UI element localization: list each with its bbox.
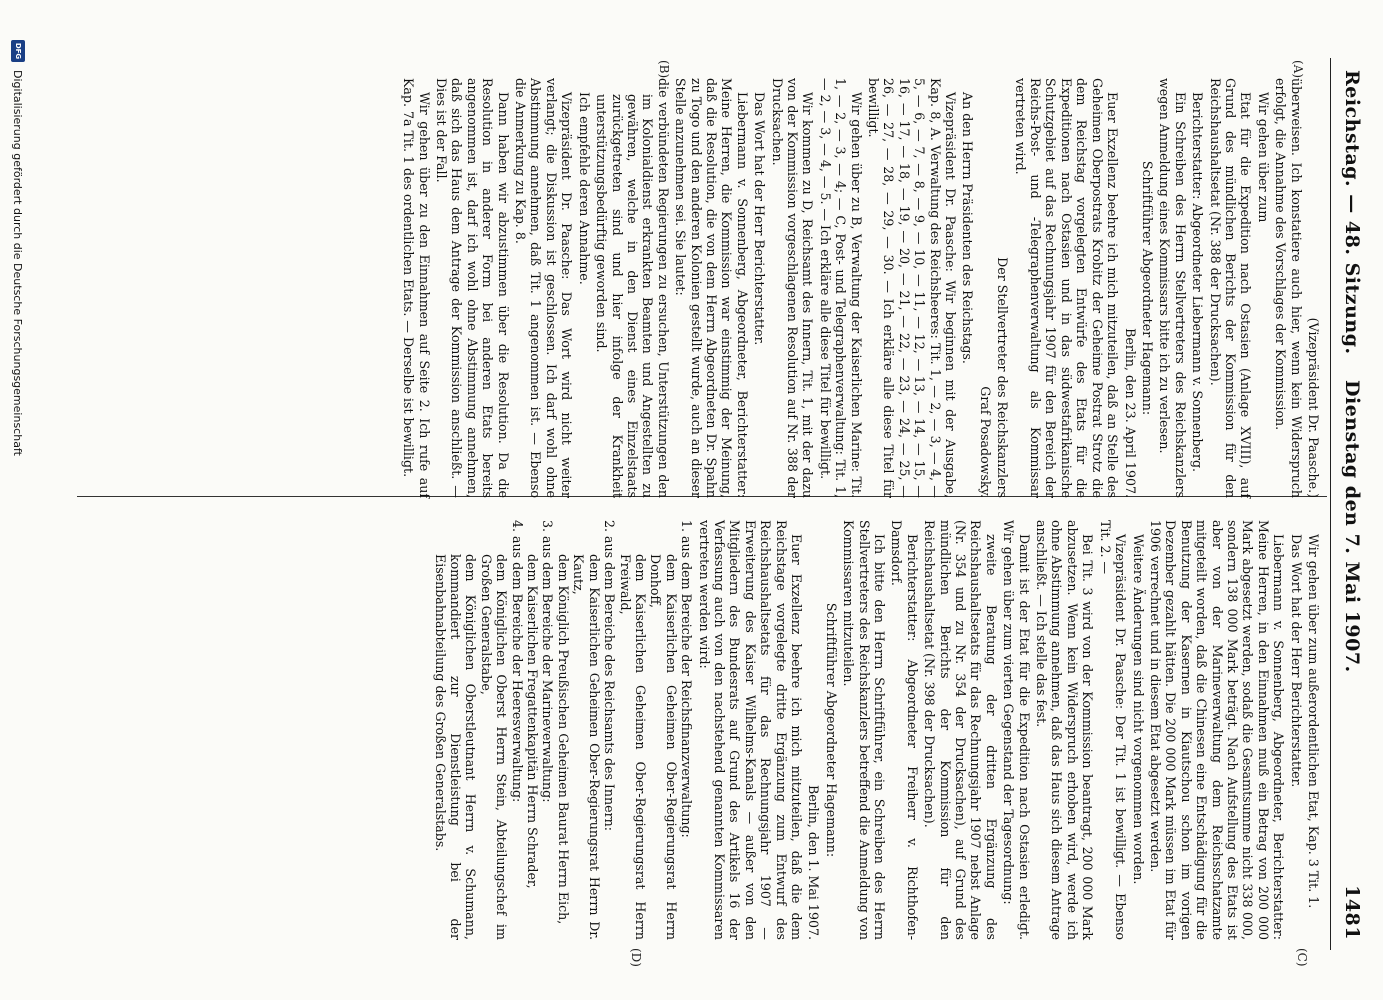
right-column-body xyxy=(696,520,1321,940)
left-column-paragraph: Wir kommen zu D, Reichsamt des Innern, Tit. 1, mit der dazu von der Kommission vorgeschlagenen Resolution auf Nr. 388 der Drucksachen. xyxy=(769,78,816,498)
right-column-paragraph: zweite Beratung der dritten Ergänzung des Reichshaushaltsetats für das Rechnungsjahr 1907 nebst Anlage (Nr. 354 und zu Nr. 354 der Drucksachen), auf Grund des mündlichen Berichts der Kommission für den Reichshaushaltsetat (Nr. 398 der Drucksachen). xyxy=(922,520,999,940)
footer xyxy=(8,40,28,980)
left-column-paragraph: Wir gehen über zum xyxy=(1255,92,1271,223)
left-column-paragraph: Vizepräsident Dr. Paasche: Das Wort wird nicht weiter verlangt; die Diskussion ist geschlossen. Ich darf wohl ohne Abstimmung annehmen, daß Tit. 1 angenommen ist. — Ebenso die Anmerkung zu Kap. 8. xyxy=(513,78,575,498)
right-column-paragraph: Vizepräsident Dr. Paasche: Der Tit. 1 ist bewilligt. — Ebenso Tit. 2. — xyxy=(1097,520,1129,940)
dfg-logo: DFG xyxy=(11,40,25,62)
page-header xyxy=(1331,70,1371,940)
header-rule xyxy=(1330,58,1331,950)
left-column-paragraph: Liebermann v. Sonnenberg, Abgeordneter, Berichterstatter: Meine Herren, die Kommission war einstimmig der Meinung, daß die Resolution, die von dem Herrn Abgeordneten Dr. Spahn zu Togo und den anderen Kolonien gestellt wurde, auch an dieser Stelle anzunehmen sei. Sie lautet: xyxy=(673,78,750,498)
margin-mark-a: (A) xyxy=(1291,60,1305,79)
left-column-paragraph: An den Herrn Präsidenten des Reichstags. xyxy=(960,92,976,364)
right-list-paragraph: 2. aus dem Bereiche des Reichsamts des Innern: xyxy=(602,520,618,831)
right-column-paragraph: Euer Exzellenz beehre ich mich mitzuteilen, daß die dem Reichstage vorgelegte dritte Ergänzung zum Entwurf des Reichshaushaltsetats für das Rechnungsjahr 1907 — Erweiterung des Kaiser Wilhelms-Kanals — außer von den Mitgliedern des Bundesrats auf Grund des Artikels 16 der Verfassung auch von den nachstehend genannten Kommissaren vertreten werden wird: xyxy=(696,520,804,940)
left-column-paragraph: Etat für die Expedition nach Ostasien (Anlage XVIII), auf Grund des mündlichen Berichts der Kommission für den Reichshaushaltsetat (Nr. 388 der Drucksachen). xyxy=(1207,78,1254,498)
right-column-paragraph: Das Wort hat der Herr Berichterstatter. xyxy=(1288,534,1304,788)
right-column-paragraph: Weitere Änderungen sind nicht vorgenommen worden. xyxy=(1130,534,1146,885)
right-column-paragraph: Bei Tit. 3 wird von der Kommission beantragt, 200 000 Mark abzusetzen. Wenn kein Widerspruch erhoben wird, werde ich ohne Abstimmung annehmen, daß das Haus sich diesem Antrage anschließt. — Ich stelle das fest. xyxy=(1034,520,1096,940)
page-number: 1481 xyxy=(1341,885,1363,940)
margin-mark-d: (D) xyxy=(629,948,643,967)
right-column-paragraph: Liebermann v. Sonnenberg, Abgeordneter, Berichterstatter: Meine Herren, in den Einnahmen muß ein Betrag von 200 000 Mark abgesetzt werden, sodaß die Gesamtsumme nicht 338 000, sondern 138 000 Mark beträgt. Nach Aufstellung des Etats ist aber von der Marineverwaltung dem Reichsschatzamte mitgeteilt worden, daß die Chinesen eine Entschädigung für die Benutzung der Kasernen in Kiautschou schon im vorigen Dezember gezahlt hätten. Die 200 000 Mark müssen im Etat für 1906 verrechnet und in diesem Etat abgesetzt werden. xyxy=(1147,520,1287,940)
footer-text: Digitalisierung gefördert durch die Deutsche Forschungsgemeinschaft xyxy=(11,70,25,456)
left-column-paragraph: Berlin, den 23. April 1907. xyxy=(1122,328,1138,498)
left-column-paragraph: Wir gehen über zu den Einnahmen auf Seite 2. Ich rufe auf Kap. 7a Tit. 1 des ordentlichen Etats. — Derselbe ist bewilligt. xyxy=(401,78,432,498)
right-list-paragraph: dem Königlichen Oberstleutnant Herrn v. Schumann, kommandiert zur Dienstleistung bei der Eisenbahnabteilung des Großen Generalstabs. xyxy=(432,554,479,940)
left-column-paragraph: (Vizepräsident Dr. Paasche.) xyxy=(1306,317,1321,498)
right-list-paragraph: dem Kaiserlichen Geheimen Ober-Regierungsrat Herrn Dr. Kautz, xyxy=(571,554,602,940)
left-column-paragraph: Der Stellvertreter des Reichskanzlers xyxy=(995,257,1011,498)
right-column-paragraph: Schriftführer Abgeordneter Hagemann: xyxy=(823,602,839,858)
left-column-paragraph: Vizepräsident Dr. Paasche: Wir beginnen mit der Ausgabe, Kap. 8, A. Verwaltung des Reichsheeres: Tit. 1, — 2, — 3, — 4, — 5, — 6, — 7, — 8, — 9, — 10, — 11, — 12, — 13, — 14, — 15, — 16, — 17, — 18, — 19, — 20, — 21, — 22, — 23, — 24, — 25, — 26, — 27, — 28, — 29, — 30. — Ich erkläre alle diese Titel für bewilligt. xyxy=(866,78,959,498)
right-column xyxy=(432,520,1321,940)
left-column xyxy=(399,78,1321,498)
right-column-paragraph: Wir gehen über zum außerordentlichen Etat, Kap. 3 Tit. 1. xyxy=(1306,534,1321,909)
right-list-paragraph: dem Kaiserlichen Geheimen Ober-Regierungsrat Herrn Freiwald, xyxy=(617,554,648,940)
right-column-paragraph: Ich bitte den Herrn Schriftführer, ein Schreiben des Herrn Stellvertreters des Reichskanzlers betreffend die Anmeldung von Kommissaren mitzuteilen. xyxy=(841,520,888,940)
right-list-paragraph: 4. aus dem Bereiche der Heeresverwaltung: xyxy=(509,520,525,803)
left-column-paragraph: Ich empfehle deren Annahme. xyxy=(576,92,592,285)
left-column-paragraph: Berichterstatter: Abgeordneter Liebermann v. Sonnenberg. xyxy=(1190,92,1206,473)
margin-mark-b: (B) xyxy=(657,60,671,79)
left-column-paragraph: Euer Exzellenz beehre ich mich mitzuteilen, daß an Stelle des Geheimen Oberpostrats Krobitz der Geheime Postrat Strotz die dem Reichstag vorgelegten Entwürfe des Etats für die Expeditionen nach Ostasien und in das südwestafrikanische Schutzgebiet auf das Rechnungsjahr 1907 für den Bereich der Reichs-Post- und -Telegraphenverwaltung als Kommissar vertreten wird. xyxy=(1012,78,1121,498)
right-list-paragraph: dem Königlichen Oberst Herrn Stein, Abteilungschef im Großen Generalstabe, xyxy=(478,554,510,940)
right-list-paragraph: dem Königlich Preußischen Geheimen Baurat Herrn Eich, xyxy=(555,554,571,925)
right-list-paragraph: dem Kaiserlichen Fregattenkapitän Herrn Schrader, xyxy=(525,554,541,889)
left-column-paragraph: Dann haben wir abzustimmen über die Resolution. Da die Resolution in anderer Form bei anderen Etats bereits angenommen ist, darf ich wohl ohne Abstimmung annehmen, daß sich das Haus dem Antrage der Kommission anschließt. — Dies ist der Fall. xyxy=(434,78,511,498)
commissioner-list xyxy=(432,520,694,940)
left-column-paragraph: Wir gehen über zu B, Verwaltung der Kaiserlichen Marine: Tit. 1, — 2, — 3, — 4; — C, Post- und Telegraphenverwaltung: Tit. 1, — 2, — 3, — 4, — 5. — Ich erkläre alle diese Titel für bewilligt. xyxy=(817,78,864,498)
left-column-paragraph: überweisen. Ich konstatiere auch hier, wenn kein Widerspruch erfolgt, die Annahme des Vorschlages der Kommission. xyxy=(1273,78,1304,498)
margin-mark-c: (C) xyxy=(1295,948,1309,967)
left-column-paragraph: Ein Schreiben des Herrn Stellvertreters des Reichskanzlers wegen Anmeldung eines Kommissars bitte ich zu verlesen. xyxy=(1157,78,1188,498)
right-column-paragraph: Damit ist der Etat für die Expedition nach Ostasien erledigt. Wir gehen über zum vierten Gegenstand der Tagesordnung: xyxy=(1001,520,1032,940)
right-list-paragraph: dem Kaiserlichen Geheimen Ober-Regierungsrat Herrn Donhoff, xyxy=(648,554,679,940)
header-left: Reichstag. — 48. Sitzung. xyxy=(1341,70,1363,355)
right-column-paragraph: Berichterstatter: Abgeordneter Freiherr v. Richthofen-Damsdorf. xyxy=(889,520,920,940)
left-column-paragraph: die verbündeten Regierungen zu ersuchen, Unterstützungen den im Kolonialdienst erkrankten Beamten und Angestellten zu gewähren, welche in den Dienst eines Einzelstaats zurückgetreten sind und hier infolge der Krankheit unterstützungsbedürftig geworden sind. xyxy=(594,78,671,498)
right-column-paragraph: Berlin, den 1. Mai 1907. xyxy=(806,784,822,940)
right-list-paragraph: 1. aus dem Bereiche der Reichsfinanzverwaltung: xyxy=(679,520,695,838)
left-column-paragraph: Schriftführer Abgeordneter Hagemann: xyxy=(1139,160,1155,416)
header-center: Dienstag den 7. Mai 1907. xyxy=(1341,380,1363,673)
left-column-paragraph: Graf Posadowsky. xyxy=(977,386,993,498)
right-list-paragraph: 3. aus dem Bereiche der Marineverwaltung: xyxy=(540,520,556,803)
left-column-paragraph: Das Wort hat der Herr Berichterstatter. xyxy=(752,92,768,346)
